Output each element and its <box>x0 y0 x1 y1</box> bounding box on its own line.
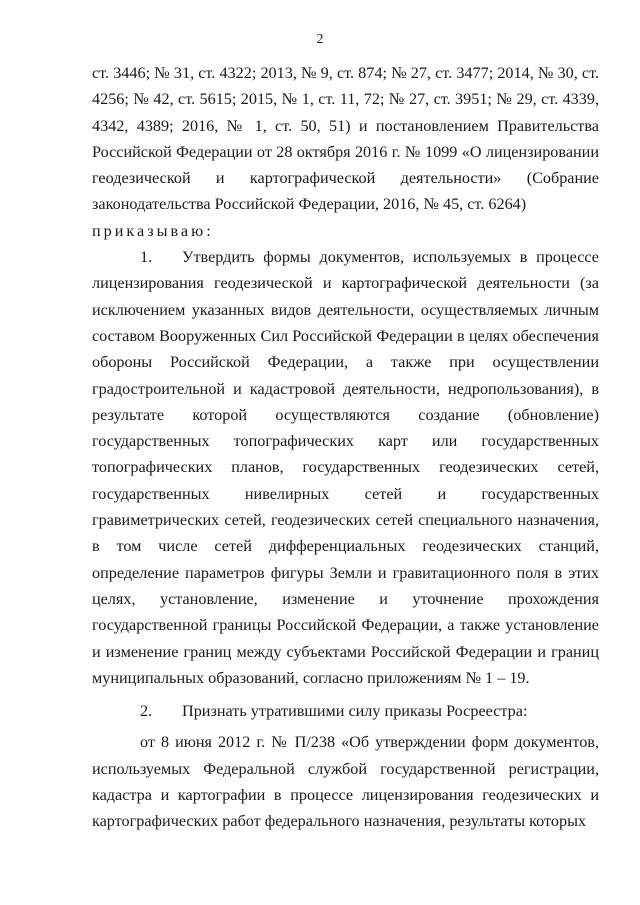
item-2-text: Признать утратившими силу приказы Росреестра: <box>182 702 528 721</box>
item-2-paragraph <box>92 698 599 724</box>
order-word: приказываю: <box>92 221 214 240</box>
page-number: 2 <box>316 32 324 47</box>
item-2-subparagraph: от 8 июня 2012 г. № П/238 «Об утверждении форм документов, используемых Федеральной службой государственной регистрации, кадастра и картографии в процессе лицензирования геодезических и картографических работ федерального назначения, результаты которых <box>92 733 599 831</box>
intro-paragraph: ст. 3446; № 31, ст. 4322; 2013, № 9, ст. 874; № 27, ст. 3477; 2014, № 30, ст. 4256; № 42, ст. 5615; 2015, № 1, ст. 11, 72; № 27, ст. 3951; № 29, ст. 4339, 4342, 4389; 2016, № 1, ст. 50, 51) и постановлением Правительства Российской Федерации от 28 октября 2016 г. № 1099 «О лицензировании геодезической и картографической деятельности» (Собрание законодательства Российской Федерации, 2016, № 45, ст. 6264) <box>92 64 599 214</box>
item-1-text: Утвердить формы документов, используемых в процессе лицензирования геодезической и картографической деятельности (за исключением указанных видов деятельности, осуществляемых личным составом Вооруженных Сил Российской Федерации в целях обеспечения обороны Российской Федерации, а также при осуществлении градостроительной и кадастровой деятельности, недропользования), в результате которой осуществляются создание (обновление) государственных топографических карт или государственных топографических планов, государственных геодезических сетей, государственных нивелирных сетей и государственных гравиметрических сетей, геодезических сетей специального назначения, в том числе сетей дифференциальных геодезических станций, определение параметров фигуры Земли и гравитационного поля в этих целях, установление, изменение и уточнение прохождения государственной границы Российской Федерации, а также установление и изменение границ между субъектами Российской Федерации и границ муниципальных образований, согласно приложениям № 1 – 19. <box>92 248 599 687</box>
item-1-number: 1. <box>140 248 153 267</box>
item-2-number: 2. <box>140 702 153 721</box>
document-body <box>92 60 599 835</box>
item-1-paragraph <box>92 244 599 691</box>
